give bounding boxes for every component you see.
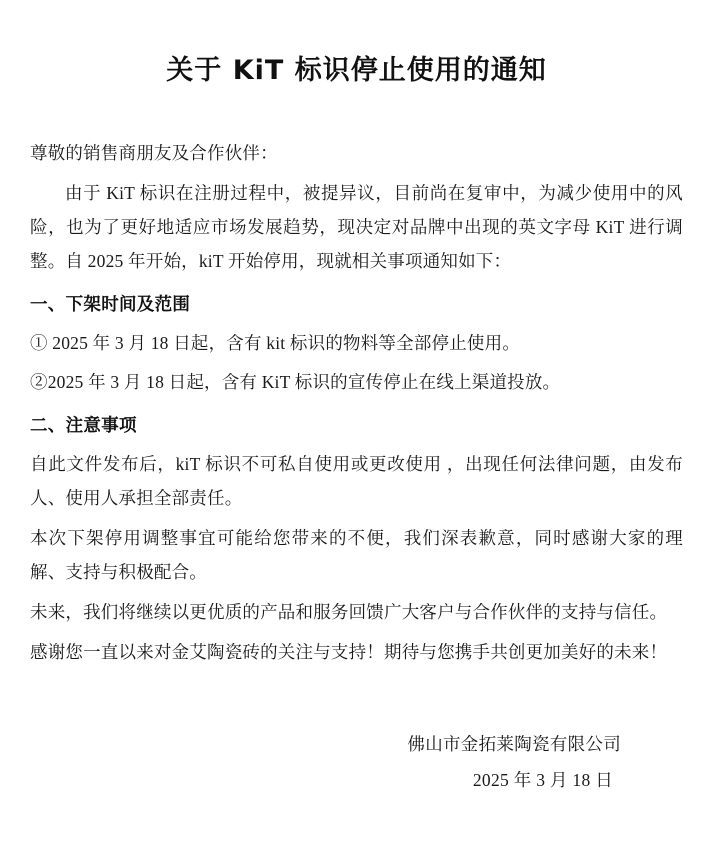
page-title: 关于 KiT 标识停止使用的通知 xyxy=(166,55,547,86)
section-heading-1: 一、下架时间及范围 xyxy=(30,295,191,316)
list-item: ① 2025 年 3 月 18 日起，含有 kit 标识的物料等全部停止使用。 xyxy=(30,333,521,354)
notice-paragraph: 感谢您一直以来对金艾陶瓷砖的关注与支持！期待与您携手共创更加美好的未来！ xyxy=(30,642,668,663)
signature-block xyxy=(30,726,683,800)
list-item: ②2025 年 3 月 18 日起，含有 KiT 标识的宣传停止在线上渠道投放。 xyxy=(30,371,561,392)
section-heading-2: 二、注意事项 xyxy=(30,415,137,436)
salutation: 尊敬的销售商朋友及合作伙伴： xyxy=(30,142,278,163)
company-name: 佛山市金拓莱陶瓷有限公司 xyxy=(407,733,621,754)
document-body xyxy=(30,136,683,670)
notice-paragraph: 未来，我们将继续以更优质的产品和服务回馈广大客户与合作伙伴的支持与信任。 xyxy=(30,602,668,623)
intro-paragraph: 由于 KiT 标识在注册过程中，被提异议，目前尚在复审中，为减少使用中的风险，也为了更好地适应市场发展趋势，现决定对品牌中出现的英文字母 KiT 进行调整。自 2025 年开始，kiT 开始停用，现就相关事项通知如下： xyxy=(30,182,683,272)
notice-paragraph: 本次下架停用调整事宜可能给您带来的不便，我们深表歉意，同时感谢大家的理解、支持与积极配合。 xyxy=(30,528,683,583)
signature-date: 2025 年 3 月 18 日 xyxy=(472,770,613,791)
notice-paragraph: 自此文件发布后，kiT 标识不可私自使用或更改使用 ，出现任何法律问题，由发布人、使用人承担全部责任。 xyxy=(30,453,683,508)
